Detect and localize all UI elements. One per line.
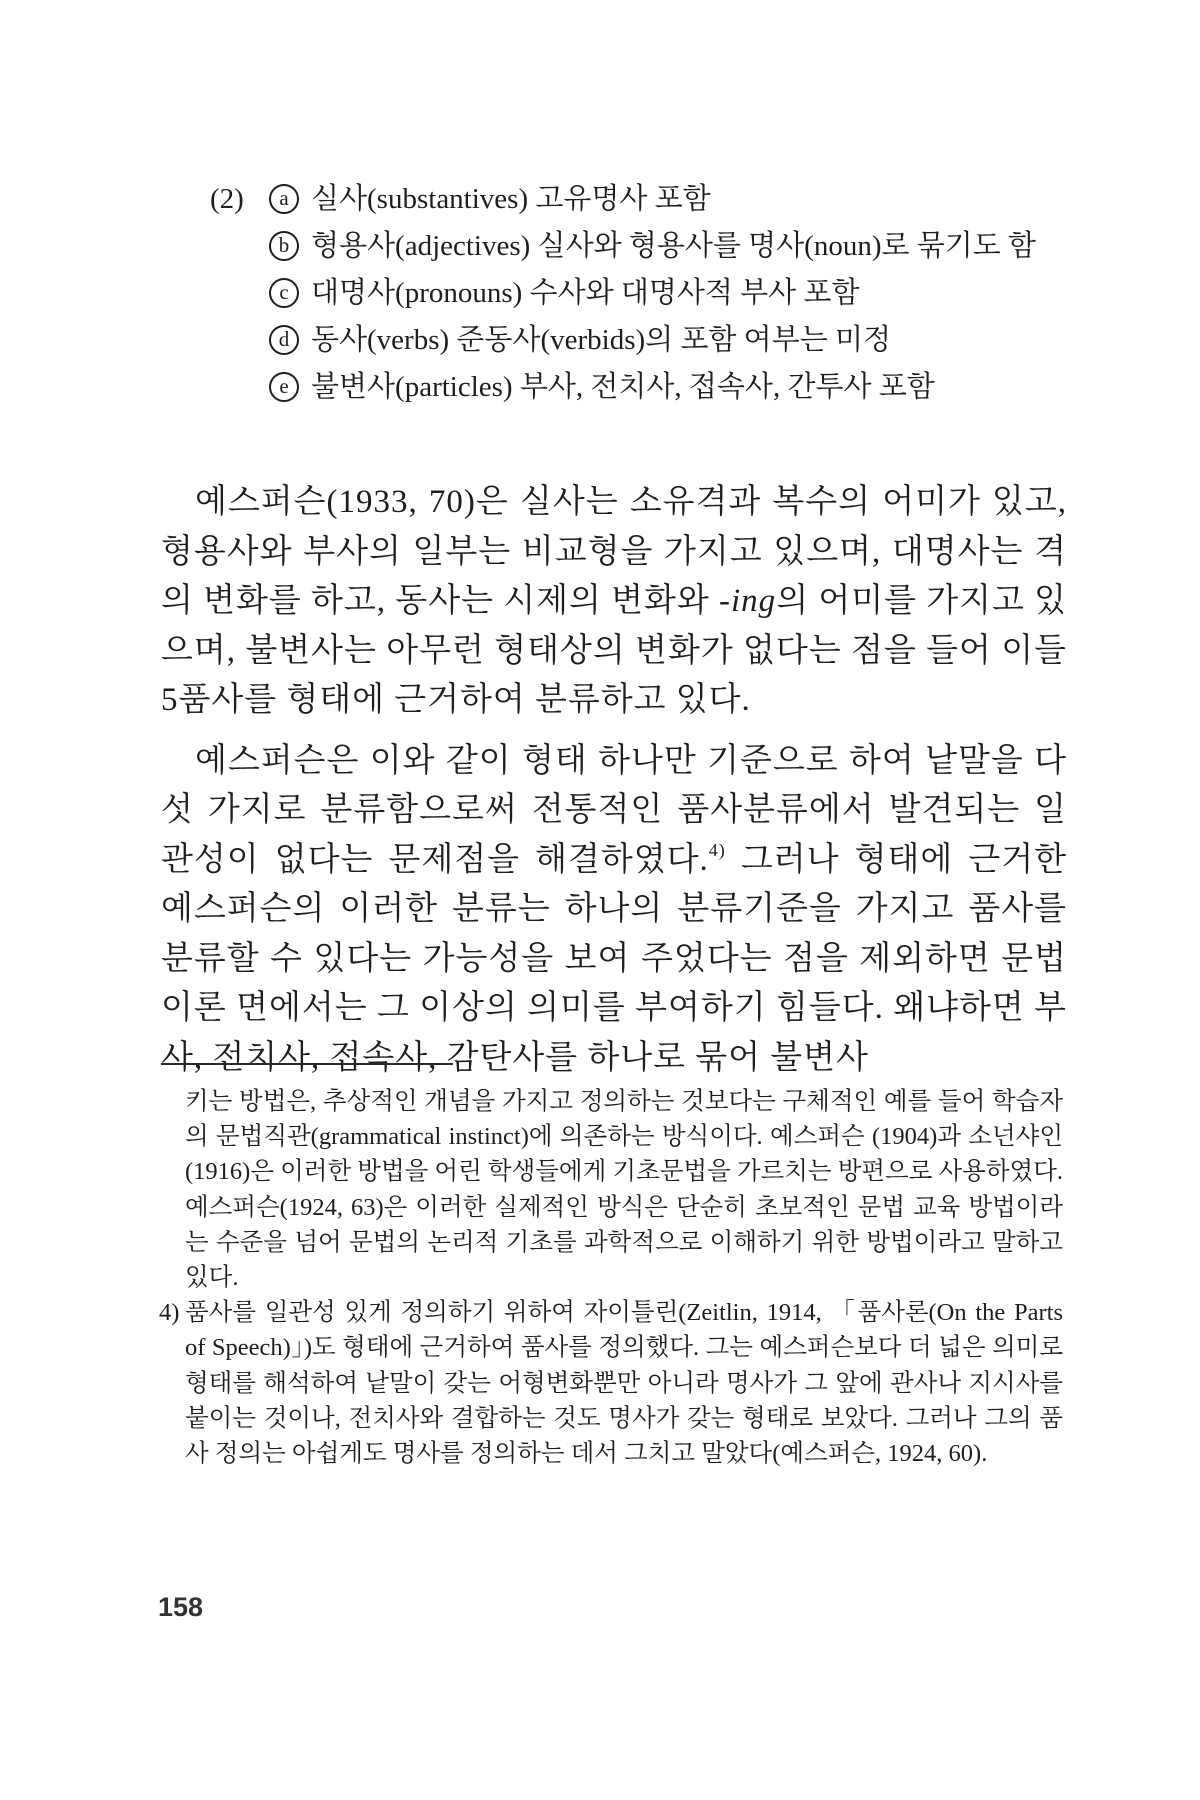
list-item xyxy=(210,176,1070,223)
body-paragraph: 예스퍼슨(1933, 70)은 실사는 소유격과 복수의 어미가 있고, 형용사와 부사의 일부는 비교형을 가지고 있으며, 대명사는 격의 변화를 하고, 동사는 시제의 변화와 -ing의 어미를 가지고 있으며, 불변사는 아무런 형태상의 변화가 없다는 점을 들어 이들 5품사를 형태에 근거하여 분류하고 있다. xyxy=(161,484,1068,718)
list-item xyxy=(210,270,1070,317)
footnote-divider xyxy=(161,1063,453,1065)
list-item-text: 동사(verbs) 준동사(verbids)의 포함 여부는 미정 xyxy=(311,324,891,356)
list-item-text: 불변사(particles) 부사, 전치사, 접속사, 간투사 포함 xyxy=(311,371,935,403)
circled-letter-marker: c xyxy=(269,278,299,308)
list-item-text: 실사(substantives) 고유명사 포함 xyxy=(311,183,711,215)
circled-letter-marker: b xyxy=(269,231,299,261)
footnote-reference[interactable]: 4) xyxy=(708,839,726,860)
page-number: 158 xyxy=(158,1592,204,1622)
body-text xyxy=(161,478,1067,1083)
list-item-text: 형용사(adjectives) 실사와 형용사를 명사(noun)로 묶기도 함 xyxy=(311,230,1037,262)
circled-letter-marker: e xyxy=(269,372,299,402)
list-number: (2) xyxy=(210,183,244,215)
list-item xyxy=(210,317,1070,364)
circled-letter-marker: d xyxy=(269,325,299,355)
footnote-continuation: 키는 방법은, 추상적인 개념을 가지고 정의하는 것보다는 구체적인 예를 들어 학습자의 문법직관(grammatical instinct)에 의존하는 방식이다. 예스퍼슨 (1904)과 소넌샤인(1916)은 이러한 방법을 어린 학생들에게 기초문법을 가르치는 방편으로 사용하였다. 예스퍼슨(1924, 63)은 이러한 실제적인 방식은 단순히 초보적인 문법 교육 방법이라는 수준을 넘어 문법의 논리적 기초를 과학적으로 이해하기 위한 방법이라고 말하고 있다. xyxy=(185,1088,1063,1292)
circled-letter-marker: a xyxy=(269,184,299,214)
list-item xyxy=(210,364,1070,411)
list-item-text: 대명사(pronouns) 수사와 대명사적 부사 포함 xyxy=(311,277,860,309)
footnote-text: 품사를 일관성 있게 정의하기 위하여 자이틀린(Zeitlin, 1914, 「품사론(On the Parts of Speech)」)도 형태에 근거하여 품사를 정의했다. 그는 예스퍼슨보다 더 넓은 의미로 형태를 해석하여 낱말이 갖는 어형변화뿐만 아니라 명사가 그 앞에 관사나 지시사를 붙이는 것이나, 전치사와 결합하는 것도 명사가 갖는 형태로 보았다. 그러나 그의 품사 정의는 아쉽게도 명사를 정의하는 데서 그치고 말았다(예스퍼슨, 1924, 60). xyxy=(185,1299,1063,1468)
list-item xyxy=(210,223,1070,270)
pos-classification-list xyxy=(210,176,1070,411)
footnotes xyxy=(159,1084,1063,1471)
footnote-4 xyxy=(159,1295,1063,1471)
italic-suffix: -ing xyxy=(719,583,777,619)
footnote-number: 4) xyxy=(159,1299,180,1327)
body-paragraph: 예스퍼슨은 이와 같이 형태 하나만 기준으로 하여 낱말을 다섯 가지로 분류함으로써 전통적인 품사분류에서 발견되는 일관성이 없다는 문제점을 해결하였다.$^{4)}$ 그러나 형태에 근거한 예스퍼슨의 이러한 분류는 하나의 분류기준을 가지고 품사를 분류할 수 있다는 가능성을 보여 주었다는 점을 제외하면 문법이론 면에서는 그 이상의 의미를 부여하기 힘들다. 왜냐하면 부사, 전치사, 접속사, 감탄사를 하나로 묶어 불변사 xyxy=(161,742,1068,1076)
